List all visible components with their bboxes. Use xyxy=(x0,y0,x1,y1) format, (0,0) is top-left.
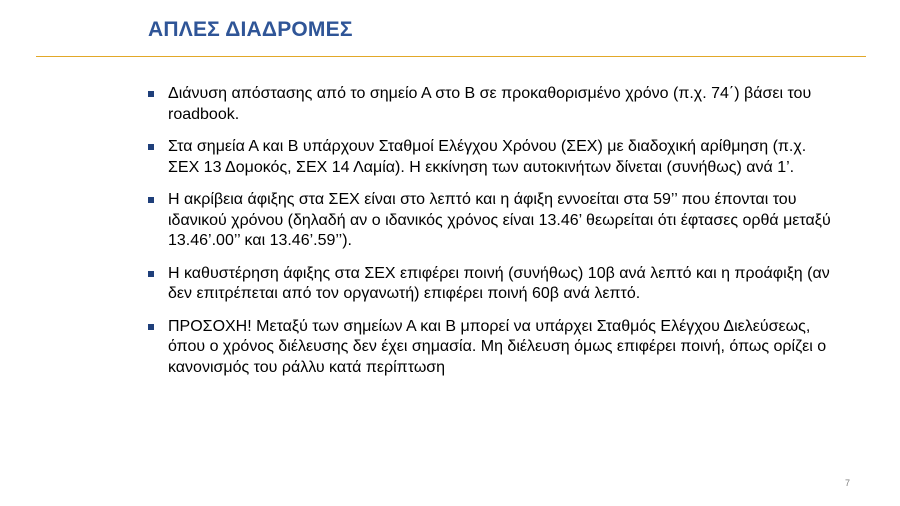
bullet-item xyxy=(148,317,838,379)
title-divider xyxy=(36,56,866,57)
bullet-item xyxy=(148,84,838,125)
bullet-list xyxy=(148,84,838,390)
bullet-text: ΠΡΟΣΟΧΗ! Μεταξύ των σημείων Α και Β μπορεί να υπάρχει Σταθμός Ελέγχου Διελεύσεως, όπου ο χρόνος διέλευσης δεν έχει σημασία. Μη διέλευση όμως επιφέρει ποινή, όπως ορίζει ο κανονισμός του ράλλυ κατά περίπτωση xyxy=(168,317,827,376)
bullet-text: Η καθυστέρηση άφιξης στα ΣΕΧ επιφέρει ποινή (συνήθως) 10β ανά λεπτό και η προάφιξη (αν δεν επιτρέπεται από τον οργανωτή) επιφέρει ποινή 60β ανά λεπτό. xyxy=(168,264,830,302)
bullet-text: Στα σημεία Α και Β υπάρχουν Σταθμοί Ελέγχου Χρόνου (ΣΕΧ) με διαδοχική αρίθμηση (π.χ. ΣΕΧ 13 Δομοκός, ΣΕΧ 14 Λαμία). Η εκκίνηση των αυτοκινήτων δίνεται (συνήθως) ανά 1’. xyxy=(168,138,807,176)
bullet-item xyxy=(148,190,838,252)
square-bullet-icon xyxy=(148,144,154,150)
page-number: 7 xyxy=(844,478,850,488)
bullet-item xyxy=(148,264,838,305)
slide-title: ΑΠΛΕΣ ΔΙΑΔΡΟΜΕΣ xyxy=(148,18,353,41)
square-bullet-icon xyxy=(148,197,154,203)
square-bullet-icon xyxy=(148,91,154,97)
bullet-text: Η ακρίβεια άφιξης στα ΣΕΧ είναι στο λεπτό και η άφιξη εννοείται στα 59’’ που έπονται του ιδανικού χρόνου (δηλαδή αν ο ιδανικός χρόνος είναι 13.46’ θεωρείται ότι έφτασες ορθά μεταξύ 13.46’.00’’ και 13.46’.59’’). xyxy=(168,191,831,249)
square-bullet-icon xyxy=(148,271,154,277)
bullet-text: Διάνυση απόστασης από το σημείο Α στο Β σε προκαθορισμένο χρόνο (π.χ. 74΄) βάσει του roadbook. xyxy=(168,85,812,123)
square-bullet-icon xyxy=(148,324,154,330)
bullet-item xyxy=(148,137,838,178)
